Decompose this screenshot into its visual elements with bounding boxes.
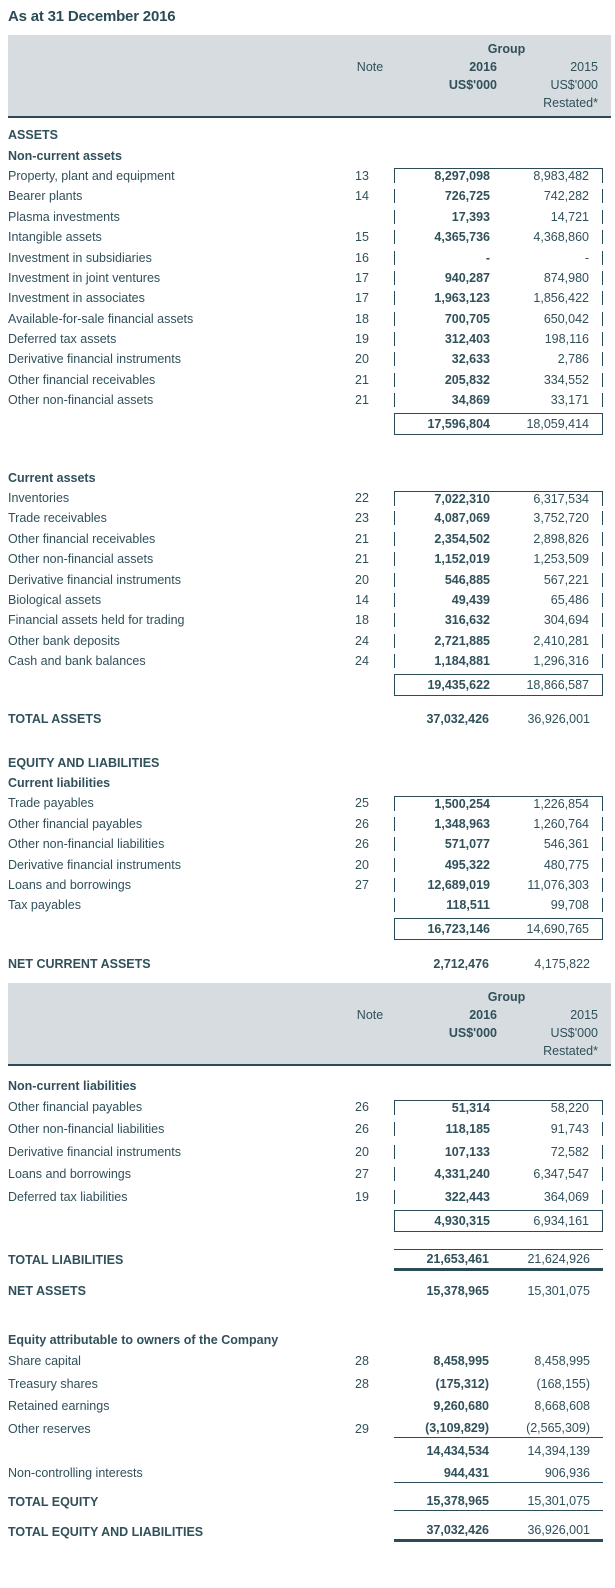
line-item-label: Investment in subsidiaries — [8, 250, 152, 265]
table-row — [0, 793, 615, 813]
subtotal-2015: 6,934,161 — [533, 1214, 589, 1229]
spacer — [0, 1235, 615, 1247]
value-2016: 34,869 — [451, 393, 490, 408]
table-row — [0, 288, 615, 308]
value-2015: 2,898,826 — [533, 531, 589, 546]
value-2016: 1,184,881 — [434, 654, 490, 669]
value-2016: 17,393 — [451, 209, 490, 224]
value-2015: 1,260,764 — [533, 816, 589, 831]
value-2015: - — [584, 250, 589, 265]
line-item-label: Other non-financial liabilities — [8, 837, 165, 852]
value-2015: 742,282 — [543, 189, 589, 204]
total-row — [0, 1489, 615, 1515]
table-row — [0, 370, 615, 390]
value-2015: 33,171 — [550, 393, 589, 408]
subtotal-2015: 18,866,587 — [526, 677, 589, 692]
section-heading-label: EQUITY AND LIABILITIES — [8, 755, 160, 770]
table-row — [0, 268, 615, 288]
table-row — [0, 1440, 615, 1462]
unit-2015-label: US$'000 — [550, 1025, 598, 1040]
value-2015: 2,410,281 — [533, 633, 589, 648]
value-2015: 546,361 — [543, 837, 589, 852]
value-2015: 8,458,995 — [534, 1354, 590, 1369]
note-reference: 28 — [355, 1376, 369, 1391]
table-row — [0, 854, 615, 874]
value-2015: 906,936 — [544, 1465, 590, 1480]
value-2016: 4,331,240 — [434, 1167, 490, 1182]
value-2015: 15,301,075 — [527, 1494, 590, 1509]
table-row — [0, 569, 615, 589]
value-2016: 944,431 — [443, 1465, 489, 1480]
value-2016: 8,297,098 — [434, 169, 490, 184]
line-item-label: Available-for-sale financial assets — [8, 311, 194, 326]
note-reference: 24 — [355, 633, 369, 648]
value-2015: 304,694 — [543, 613, 589, 628]
value-2015: 6,317,534 — [533, 491, 589, 506]
line-item-label: TOTAL LIABILITIES — [8, 1252, 124, 1267]
value-2015: 334,552 — [543, 372, 589, 387]
value-2015: 2,786 — [557, 352, 589, 367]
line-item-label: Other reserves — [8, 1421, 91, 1436]
note-reference: 24 — [355, 654, 369, 669]
line-item-label: Loans and borrowings — [8, 1167, 131, 1182]
line-item-label: Investment in joint ventures — [8, 270, 161, 285]
line-item-label: Investment in associates — [8, 291, 145, 306]
subtotal-2015: 14,690,765 — [526, 922, 589, 936]
note-reference: 26 — [355, 837, 369, 852]
value-2015: 567,221 — [543, 572, 589, 587]
total-row — [0, 1247, 615, 1273]
value-2016: 316,632 — [444, 613, 490, 628]
line-item-label: Treasury shares — [8, 1376, 98, 1391]
note-column-label: Note — [356, 60, 384, 74]
note-reference: 21 — [355, 552, 369, 567]
spacer — [0, 698, 615, 706]
spacer — [0, 732, 615, 752]
unit-2016-label: US$'000 — [448, 1025, 497, 1040]
value-2015: 15,301,075 — [527, 1283, 590, 1298]
spacer — [0, 943, 615, 951]
subtotal-2016: 17,596,804 — [427, 416, 490, 431]
group-column-label: Group — [487, 989, 526, 1004]
value-2015: 58,220 — [550, 1100, 589, 1115]
line-item-label: Share capital — [8, 1354, 81, 1369]
restated-label: Restated* — [543, 1043, 598, 1058]
value-2016: 32,633 — [451, 352, 490, 367]
table-row — [0, 349, 615, 369]
note-reference: 17 — [355, 291, 369, 306]
line-item-label: Tax payables — [8, 898, 81, 913]
section-heading-label: Current assets — [8, 470, 96, 485]
value-2016: 2,354,502 — [434, 531, 490, 546]
table-row — [0, 814, 615, 834]
value-2015: 65,486 — [550, 593, 589, 607]
line-item-label: TOTAL ASSETS — [8, 712, 102, 727]
column-header-row-group — [8, 988, 611, 1006]
table-row — [0, 1462, 615, 1484]
value-2016: 546,885 — [444, 572, 490, 587]
line-item-label: Other financial payables — [8, 816, 143, 831]
table-row — [0, 631, 615, 651]
line-item-label: Derivative financial instruments — [8, 857, 181, 872]
note-reference: 26 — [355, 816, 369, 831]
table-row — [0, 247, 615, 267]
table-row — [0, 508, 615, 528]
table-row — [0, 651, 615, 671]
value-2015: 72,582 — [550, 1144, 589, 1159]
note-reference: 25 — [355, 796, 369, 811]
note-reference: 14 — [355, 593, 369, 607]
line-item-label: NET ASSETS — [8, 1283, 87, 1298]
value-2016: 4,087,069 — [434, 511, 490, 526]
line-item-label: Other financial receivables — [8, 372, 156, 387]
value-2015: 874,980 — [543, 270, 589, 285]
line-item-label: Biological assets — [8, 593, 102, 607]
line-item-label: Trade receivables — [8, 511, 107, 526]
section-heading-row — [0, 1330, 615, 1350]
value-2016: 49,439 — [451, 593, 490, 607]
value-2016: 700,705 — [444, 311, 490, 326]
table-row — [0, 166, 615, 186]
line-item-label: Non-controlling interests — [8, 1466, 143, 1481]
value-2016: 940,287 — [444, 270, 490, 285]
value-2015: 6,347,547 — [533, 1167, 589, 1182]
line-item-label: Inventories — [8, 491, 70, 506]
value-2016: 1,152,019 — [434, 552, 490, 567]
line-item-label: Other non-financial liabilities — [8, 1122, 165, 1137]
value-2016: 1,500,254 — [434, 796, 490, 811]
value-2015: 480,775 — [543, 857, 589, 872]
line-item-label: Other non-financial assets — [8, 393, 154, 408]
table-row — [0, 329, 615, 349]
section-heading-label: Non-current assets — [8, 148, 122, 163]
column-header-row-years — [8, 58, 611, 76]
value-2016: 1,348,963 — [434, 816, 490, 831]
note-reference: 29 — [355, 1421, 369, 1436]
column-header-row-units — [8, 76, 611, 94]
note-reference: 16 — [355, 250, 369, 265]
section-heading-row — [0, 467, 615, 487]
table-row — [0, 488, 615, 508]
table-row — [0, 227, 615, 247]
line-item-label: TOTAL EQUITY AND LIABILITIES — [8, 1524, 204, 1539]
line-item-label: Intangible assets — [8, 230, 102, 245]
year-2016-label: 2016 — [469, 60, 497, 74]
line-item-label: Deferred tax liabilities — [8, 1189, 128, 1204]
table-row — [0, 1350, 615, 1372]
line-item-label: Deferred tax assets — [8, 332, 117, 347]
section-heading-label: Equity attributable to owners of the Company — [8, 1333, 279, 1348]
line-item-label: Property, plant and equipment — [8, 168, 175, 183]
value-2015: 198,116 — [544, 332, 589, 347]
line-item-label: Bearer plants — [8, 189, 83, 204]
table-row — [0, 1373, 615, 1395]
table-row — [0, 590, 615, 610]
value-2016: 2,712,476 — [433, 956, 489, 971]
column-header-band — [8, 35, 611, 118]
value-2015: (168,155) — [536, 1376, 590, 1391]
section-heading-row — [0, 145, 615, 165]
table-row — [0, 895, 615, 915]
value-2016: 726,725 — [444, 189, 490, 204]
value-2015: 91,743 — [550, 1122, 589, 1137]
value-2016: (3,109,829) — [425, 1421, 489, 1436]
value-2016: 7,022,310 — [434, 491, 490, 506]
subtotal-2016: 19,435,622 — [427, 677, 490, 692]
value-2015: 4,368,860 — [533, 230, 589, 245]
total-row — [0, 706, 615, 732]
value-2015: 14,721 — [550, 209, 589, 224]
section-heading-label: Current liabilities — [8, 775, 111, 790]
note-reference: 20 — [355, 857, 369, 872]
table-row — [0, 207, 615, 227]
value-2015: 8,668,608 — [534, 1399, 590, 1414]
year-2015-label: 2015 — [570, 60, 598, 74]
column-header-row-restated — [8, 94, 611, 112]
table-row — [0, 309, 615, 329]
note-reference: 23 — [355, 511, 369, 526]
value-2016: (175,312) — [435, 1376, 489, 1391]
line-item-label: Financial assets held for trading — [8, 613, 185, 628]
value-2015: 1,226,854 — [533, 796, 589, 811]
table-row — [0, 610, 615, 630]
line-item-label: Other bank deposits — [8, 633, 120, 648]
note-reference: 27 — [355, 1167, 369, 1182]
total-row — [0, 1519, 615, 1545]
value-2016: 107,133 — [444, 1144, 490, 1159]
column-header-band — [8, 983, 611, 1066]
value-2016: 15,378,965 — [426, 1494, 489, 1509]
subtotal-2016: 16,723,146 — [427, 922, 490, 936]
group-column-label: Group — [487, 42, 526, 56]
subtotal-2016: 4,930,315 — [434, 1214, 490, 1229]
column-header-row-years — [8, 1006, 611, 1024]
spacer — [0, 437, 615, 467]
value-2016: 9,260,680 — [433, 1399, 489, 1414]
value-2015: 21,624,926 — [527, 1251, 590, 1266]
financial-table — [0, 25, 615, 1545]
note-reference: 18 — [355, 311, 369, 326]
column-header-row-group — [8, 40, 611, 58]
line-item-label: Plasma investments — [8, 209, 120, 224]
year-2016-label: 2016 — [469, 1007, 497, 1022]
line-item-label: Cash and bank balances — [8, 654, 146, 669]
value-2016: 118,511 — [446, 898, 490, 913]
value-2016: 15,378,965 — [426, 1283, 489, 1298]
line-item-label: NET CURRENT ASSETS — [8, 956, 151, 971]
table-row — [0, 875, 615, 895]
value-2016: 4,365,736 — [434, 230, 490, 245]
value-2016: 51,314 — [451, 1100, 490, 1115]
table-row — [0, 1141, 615, 1163]
table-row — [0, 549, 615, 569]
note-reference: 28 — [355, 1354, 369, 1369]
table-row — [0, 1163, 615, 1185]
spacer — [0, 118, 615, 125]
subtotal-row — [0, 1208, 615, 1235]
line-item-label: Other non-financial assets — [8, 552, 154, 567]
table-row — [0, 186, 615, 206]
note-reference: 20 — [355, 572, 369, 587]
note-reference: 27 — [355, 877, 369, 892]
line-item-label: Loans and borrowings — [8, 877, 131, 892]
total-row — [0, 951, 615, 977]
note-reference: 17 — [355, 270, 369, 285]
line-item-label: Other financial receivables — [8, 531, 156, 546]
note-reference: 21 — [355, 393, 369, 408]
section-heading-row — [0, 125, 615, 145]
spacer — [0, 1304, 615, 1330]
subtotal-row — [0, 410, 615, 437]
table-row — [0, 1185, 615, 1207]
note-reference: 21 — [355, 372, 369, 387]
value-2016: 1,963,123 — [434, 291, 490, 306]
note-reference: 15 — [355, 230, 369, 245]
value-2015: 11,076,303 — [527, 877, 589, 892]
note-reference: 18 — [355, 613, 369, 628]
value-2015: 14,394,139 — [527, 1443, 590, 1458]
value-2016: 12,689,019 — [427, 877, 490, 892]
section-heading-label: Non-current liabilities — [8, 1078, 137, 1093]
table-row — [0, 529, 615, 549]
note-reference: 21 — [355, 531, 369, 546]
value-2015: 4,175,822 — [534, 956, 590, 971]
value-2016: 37,032,426 — [426, 712, 489, 727]
line-item-label: Other financial payables — [8, 1100, 143, 1115]
section-heading-row — [0, 773, 615, 793]
value-2015: 8,983,482 — [533, 169, 589, 184]
note-column-label: Note — [356, 1007, 384, 1022]
value-2016: 495,322 — [444, 857, 490, 872]
spacer — [0, 1066, 615, 1076]
line-item-label: Trade payables — [8, 796, 94, 811]
value-2016: 118,185 — [445, 1122, 490, 1137]
table-row — [0, 390, 615, 410]
value-2016: 205,832 — [444, 372, 490, 387]
spacer — [0, 25, 615, 35]
value-2015: 364,069 — [543, 1189, 589, 1204]
value-2015: 3,752,720 — [533, 511, 589, 526]
table-row — [0, 1096, 615, 1118]
value-2015: (2,565,309) — [526, 1421, 590, 1436]
value-2016: 571,077 — [444, 837, 490, 852]
subtotal-row — [0, 916, 615, 943]
year-2015-label: 2015 — [570, 1007, 598, 1022]
line-item-label: Derivative financial instruments — [8, 352, 181, 367]
note-reference: 13 — [355, 168, 369, 183]
note-reference: 20 — [355, 1144, 369, 1159]
section-heading-row — [0, 1076, 615, 1096]
subtotal-row — [0, 671, 615, 698]
line-item-label: TOTAL EQUITY — [8, 1494, 99, 1509]
table-row — [0, 1118, 615, 1140]
line-item-label: Derivative financial instruments — [8, 572, 181, 587]
value-2015: 99,708 — [550, 898, 589, 913]
column-header-row-restated — [8, 1042, 611, 1060]
unit-2015-label: US$'000 — [550, 78, 598, 92]
line-item-label: Derivative financial instruments — [8, 1144, 181, 1159]
note-reference: 20 — [355, 352, 369, 367]
table-row — [0, 1395, 615, 1417]
page-title: As at 31 December 2016 — [8, 8, 176, 25]
total-row — [0, 1278, 615, 1304]
value-2016: 37,032,426 — [426, 1523, 489, 1538]
note-reference: 19 — [355, 1189, 369, 1204]
value-2015: 1,856,422 — [533, 291, 589, 306]
value-2015: 650,042 — [543, 311, 589, 326]
value-2015: 1,296,316 — [533, 654, 589, 669]
value-2015: 36,926,001 — [527, 712, 590, 727]
value-2016: 8,458,995 — [433, 1354, 489, 1369]
value-2016: 2,721,885 — [434, 633, 490, 648]
section-heading-row — [0, 752, 615, 772]
note-reference: 26 — [355, 1100, 369, 1115]
column-header-row-units — [8, 1024, 611, 1042]
value-2016: 322,443 — [444, 1189, 490, 1204]
table-row — [0, 834, 615, 854]
value-2015: 36,926,001 — [527, 1523, 590, 1538]
section-heading-label: ASSETS — [8, 128, 59, 143]
subtotal-2015: 18,059,414 — [526, 416, 589, 431]
note-reference: 14 — [355, 189, 369, 204]
unit-2016-label: US$'000 — [448, 78, 497, 92]
note-reference: 26 — [355, 1122, 369, 1137]
note-reference: 19 — [355, 332, 369, 347]
table-row — [0, 1417, 615, 1439]
value-2016: 14,434,534 — [426, 1443, 489, 1458]
value-2015: 1,253,509 — [533, 552, 589, 567]
line-item-label: Retained earnings — [8, 1399, 110, 1414]
value-2016: 312,403 — [444, 332, 490, 347]
value-2016: - — [485, 250, 490, 265]
note-reference: 22 — [355, 491, 369, 506]
value-2016: 21,653,461 — [426, 1251, 489, 1266]
restated-label: Restated* — [543, 96, 598, 110]
